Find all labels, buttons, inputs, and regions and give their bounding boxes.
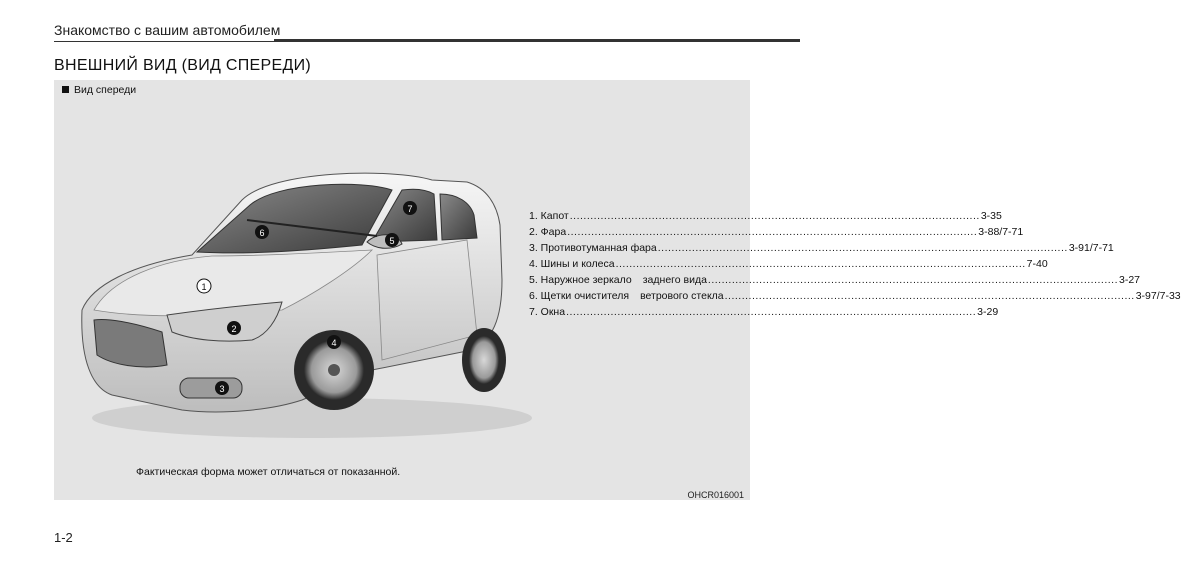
car-front-illustration [72,160,532,440]
callout-6 [255,225,269,239]
svg-text:2: 2 [231,324,237,334]
section-label [62,84,136,96]
callout-5 [385,233,399,247]
svg-text:3: 3 [219,384,225,394]
square-bullet-icon [62,86,69,93]
legend-item: 2. Фара ..... 3-88/7-71 [529,224,744,240]
svg-text:1: 1 [201,282,207,292]
legend-item: 5. Наружное зеркало заднего вида ..... 3-27 [529,272,744,288]
callout-1 [197,279,211,293]
header-rule-thick [274,39,800,42]
parts-legend [529,208,1181,320]
svg-text:7: 7 [407,204,413,214]
page-title: ВНЕШНИЙ ВИД (ВИД СПЕРЕДИ) [54,57,312,74]
rear-wheel-rim [469,336,499,384]
legend-item: 4. Шины и колеса ..... 7-40 [529,256,744,272]
header-rule-thin [54,41,274,42]
svg-text:5: 5 [389,236,395,246]
disclaimer-note: Фактическая форма может отличаться от показанной. [136,466,401,478]
callout-7 [403,201,417,215]
callout-4 [327,335,341,349]
legend-item: 1. Капот ..... 3-35 [529,208,744,224]
callout-2 [227,321,241,335]
front-wheel-hub [328,364,340,376]
svg-text:4: 4 [331,338,337,348]
legend-item: 7. Окна ..... 3-29 [529,304,744,320]
fog-light [180,378,242,398]
chapter-header [54,20,800,44]
image-code: OHCR016001 [687,490,744,500]
svg-text:6: 6 [259,228,265,238]
callout-3 [215,381,229,395]
legend-item: 6. Щетки очистителя ветрового стекла ..... 3-97/7-33 [529,288,744,304]
section-label-text: Вид спереди [74,84,137,96]
page-number: 1-2 [54,530,73,545]
legend-item: 3. Противотуманная фара ..... 3-91/7-71 [529,240,744,256]
chapter-title: Знакомство с вашим автомобилем [54,22,281,38]
figure-panel [54,80,1181,500]
